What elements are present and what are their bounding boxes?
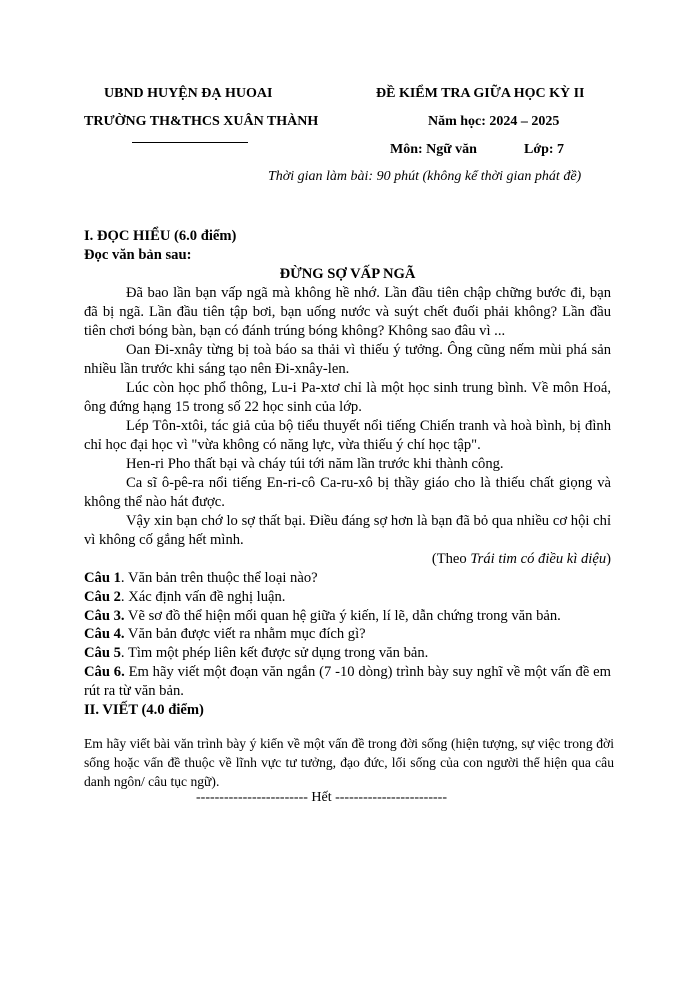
question-5 bbox=[84, 644, 611, 663]
reading-instruction: Đọc văn bản sau: bbox=[84, 247, 192, 263]
exam-time: Thời gian làm bài: 90 phút (không kể thời gian phát đề) bbox=[268, 169, 582, 184]
reading-section bbox=[84, 227, 611, 720]
question-text: . Xác định vấn đề nghị luận. bbox=[120, 588, 286, 605]
question-3 bbox=[84, 607, 611, 626]
passage-paragraph: Lép Tôn-xtôi, tác giả của bộ tiểu thuyết nổi tiếng Chiến tranh và hoà bình, bị đình chỉ học đại học vì "vừa không có năng lực, vừa thiếu ý chí học tập". bbox=[84, 418, 611, 453]
writing-heading: II. VIẾT (4.0 điểm) bbox=[84, 701, 204, 718]
question-label: Câu 2 bbox=[84, 588, 121, 605]
question-text: Em hãy viết một đoạn văn ngắn (7 -10 dòng) trình bày suy nghĩ về một vấn đề em rút ra từ văn bản. bbox=[84, 663, 611, 699]
grade: Lớp: 7 bbox=[524, 142, 565, 157]
school-name: TRƯỜNG TH&THCS XUÂN THÀNH bbox=[84, 114, 319, 129]
question-4 bbox=[84, 625, 611, 644]
passage-paragraph: Hen-ri Pho thất bại và cháy túi tới năm lần trước khi thành công. bbox=[126, 456, 504, 472]
reading-heading: I. ĐỌC HIỂU (6.0 điểm) bbox=[84, 228, 237, 244]
question-text: . Văn bản trên thuộc thể loại nào? bbox=[120, 570, 318, 586]
writing-prompt: Em hãy viết bài văn trình bày ý kiến về một vấn đề trong đời sống (hiện tượng, sự việc trong đời sống hoặc vấn đề thuộc về lĩnh vực tư tưởng, đạo đức, lối sống của con người thể hiện qua câu danh ngôn/ câu tục ngữ). bbox=[84, 736, 614, 789]
question-label: Câu 6. bbox=[84, 663, 125, 680]
question-text: Vẽ sơ đồ thể hiện mối quan hệ giữa ý kiến, lí lẽ, dẫn chứng trong văn bản. bbox=[124, 607, 561, 624]
passage-paragraph: Oan Đi-xnây từng bị toà báo sa thải vì thiếu ý tưởng. Ông cũng nếm mùi phá sản nhiều lần trước khi sáng tạo nên Đi-xnây-len. bbox=[84, 342, 611, 377]
organization-name: UBND HUYỆN ĐẠ HUOAI bbox=[104, 86, 273, 101]
passage-paragraph: Ca sĩ ô-pê-ra nổi tiếng En-ri-cô Ca-ru-xô bị thầy giáo cho là thiếu chất giọng và không thể nào hát được. bbox=[84, 475, 611, 510]
source-title: Trái tim có điều kì diệu bbox=[470, 551, 607, 567]
passage-paragraph: Đã bao lần bạn vấp ngã mà không hề nhớ. Lần đầu tiên chập chững bước đi, bạn đã bị ngã. Lần đầu tiên tập bơi, bạn uống nước và suýt chết đuối phải không? Lần đầu tiên chơi bóng bàn, bạn có đánh trúng bóng không? Không sao đâu vì ... bbox=[84, 285, 611, 339]
question-text: Văn bản được viết ra nhằm mục đích gì? bbox=[124, 626, 366, 643]
question-label: Câu 1 bbox=[84, 570, 121, 586]
passage-source bbox=[84, 550, 611, 569]
source-suffix: ) bbox=[606, 551, 611, 567]
passage-paragraph: Vậy xin bạn chớ lo sợ thất bại. Điều đáng sợ hơn là bạn đã bỏ qua nhiều cơ hội chỉ vì không cố gắng hết mình. bbox=[84, 513, 611, 548]
school-year: Năm học: 2024 – 2025 bbox=[428, 114, 560, 129]
end-marker: ------------------------ Hết ------------------------ bbox=[196, 790, 447, 805]
source-prefix: (Theo bbox=[431, 551, 471, 567]
subject: Môn: Ngữ văn bbox=[390, 142, 477, 157]
writing-section bbox=[84, 734, 614, 791]
exam-title: ĐỀ KIỂM TRA GIỮA HỌC KỲ II bbox=[376, 86, 585, 101]
question-label: Câu 5 bbox=[84, 645, 121, 662]
question-label: Câu 4. bbox=[84, 626, 125, 643]
passage-paragraph: Lúc còn học phổ thông, Lu-i Pa-xtơ chỉ là một học sinh trung bình. Về môn Hoá, ông đứng hạng 15 trong số 22 học sinh của lớp. bbox=[84, 380, 611, 415]
question-6 bbox=[84, 663, 611, 701]
question-text: . Tìm một phép liên kết được sử dụng trong văn bản. bbox=[120, 645, 429, 662]
question-1 bbox=[84, 569, 611, 588]
question-label: Câu 3. bbox=[84, 607, 125, 624]
question-2 bbox=[84, 588, 611, 607]
header-divider bbox=[132, 142, 248, 143]
passage-title: ĐỪNG SỢ VẤP NGÃ bbox=[279, 266, 416, 282]
